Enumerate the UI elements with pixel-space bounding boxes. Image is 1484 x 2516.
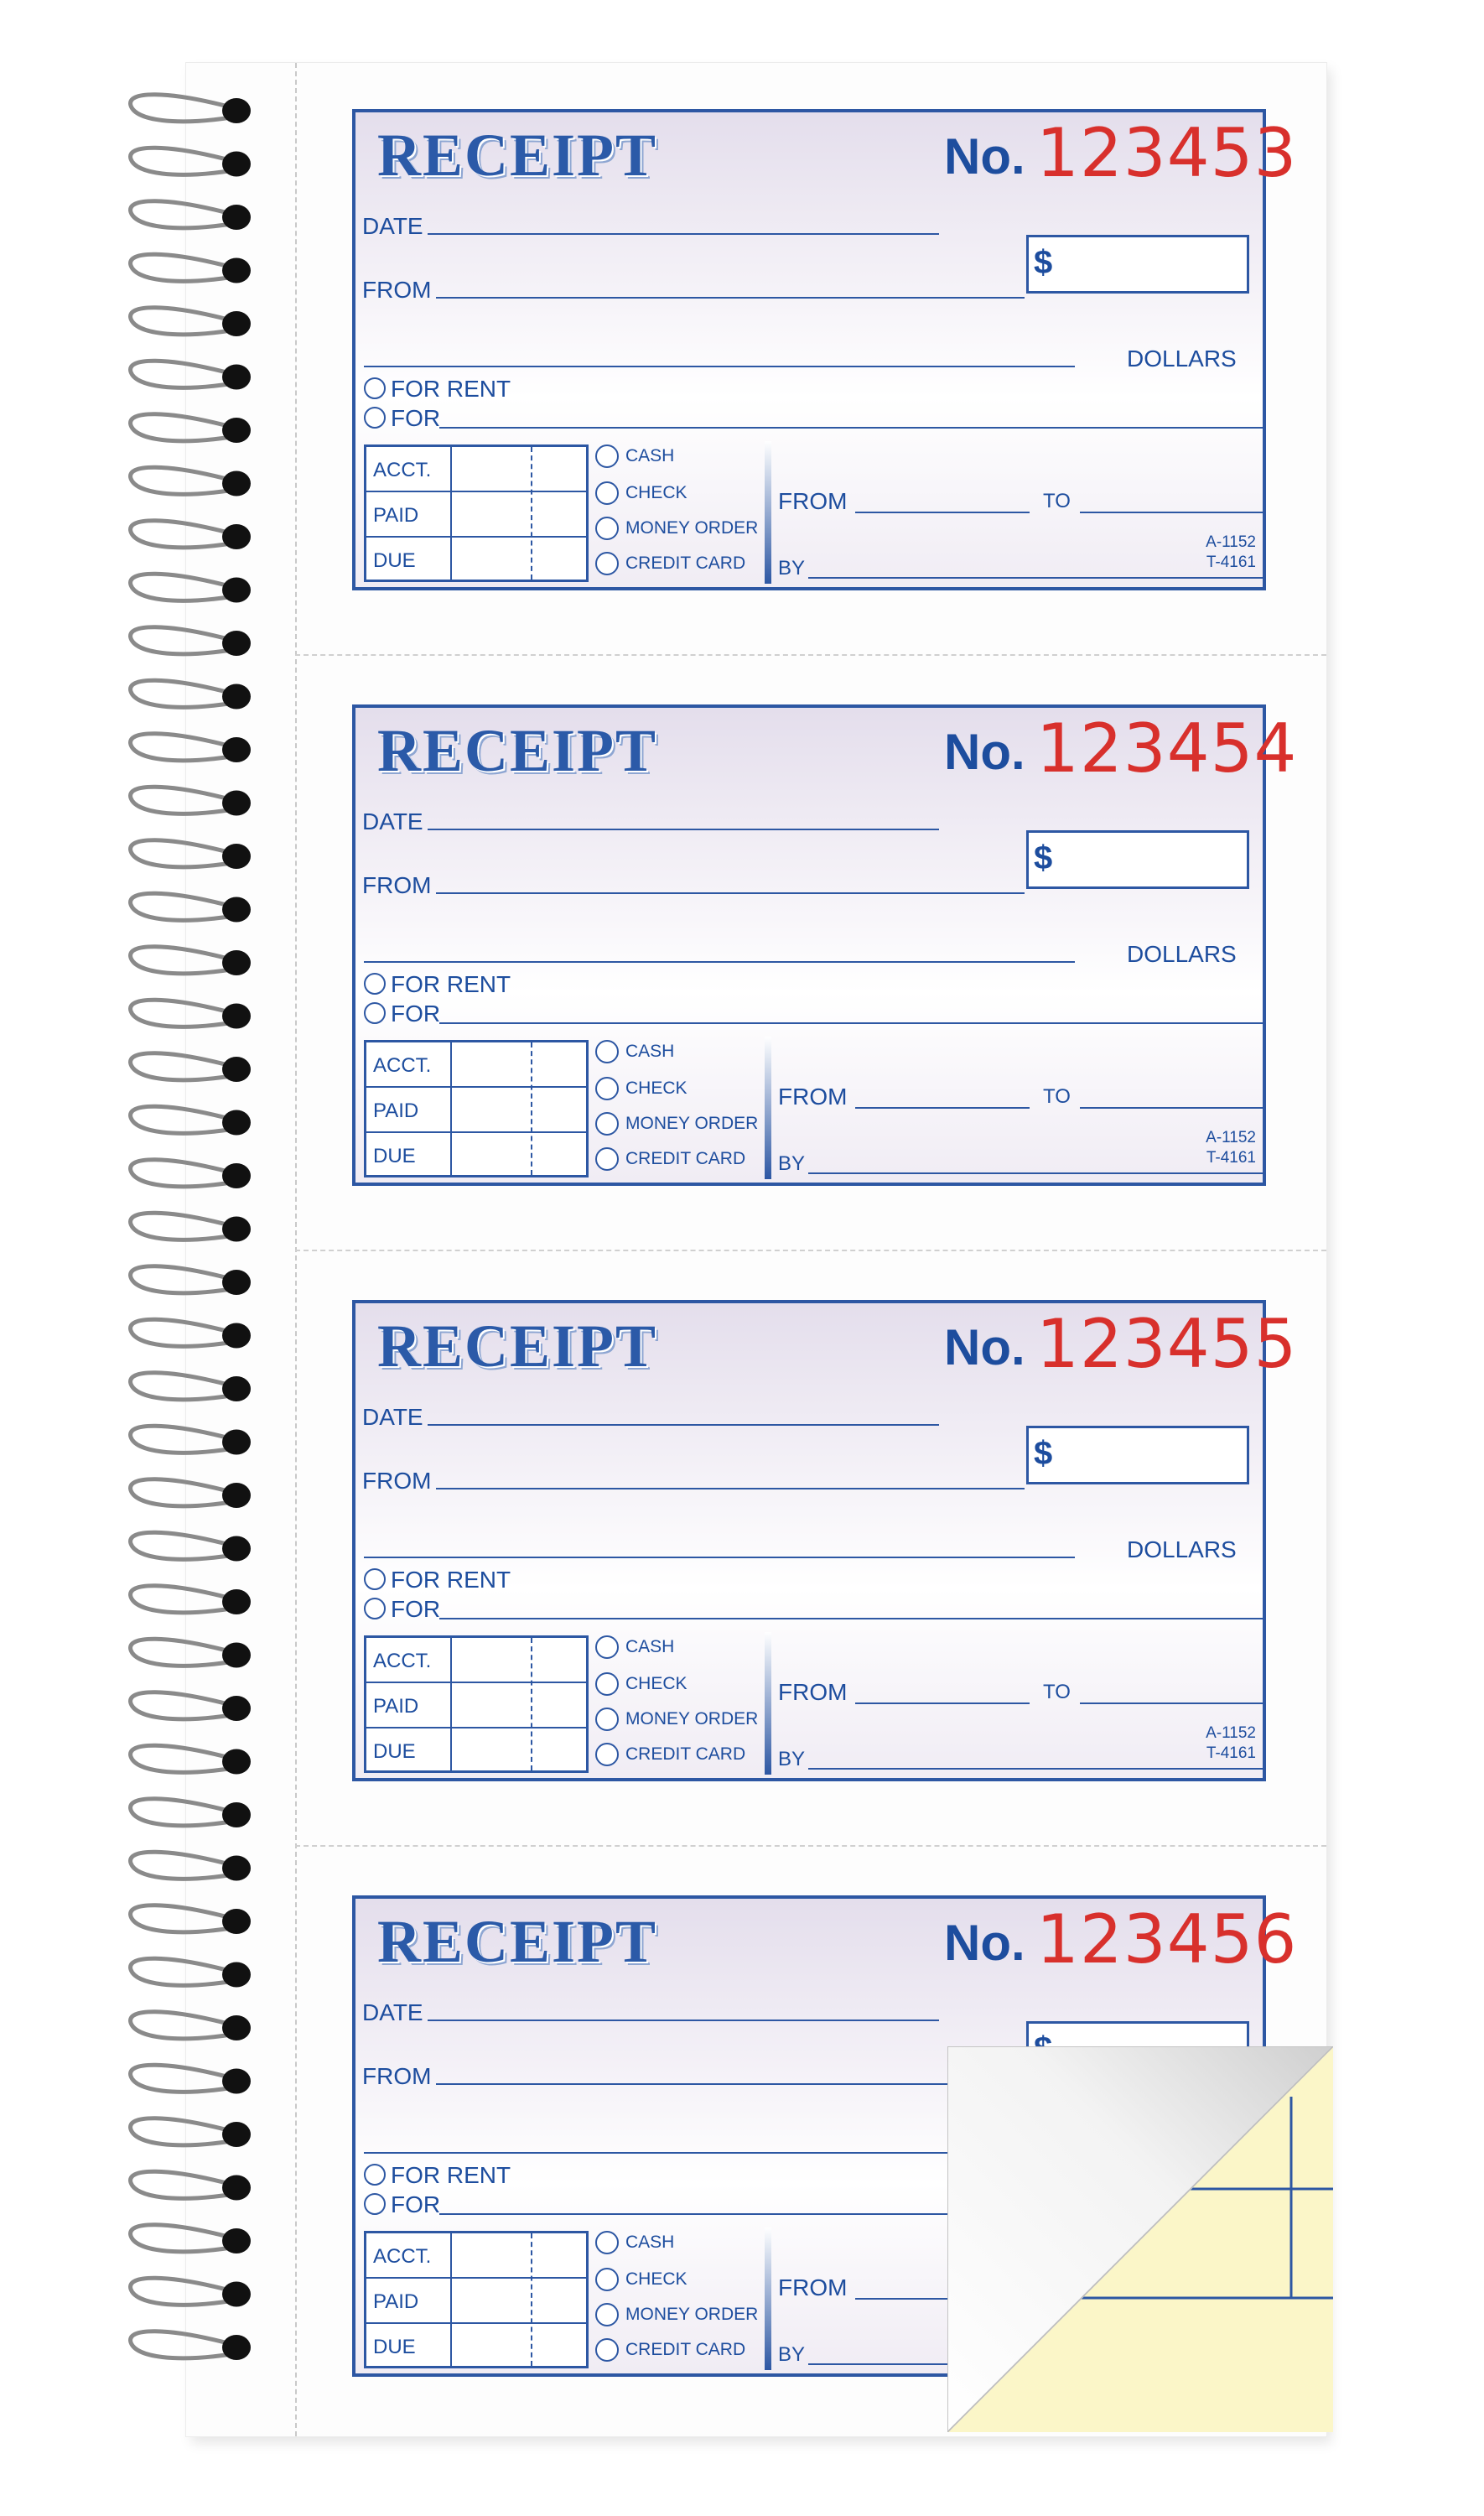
- coil-loop: [131, 574, 231, 600]
- table-rule: [366, 536, 586, 538]
- table-divider: [450, 447, 452, 580]
- form-code-t: T-4161: [1206, 1744, 1256, 1762]
- credit-card-radio[interactable]: [595, 2338, 619, 2362]
- coil-loop: [131, 1905, 231, 1932]
- period-from-field[interactable]: [855, 1702, 1030, 1704]
- dollar-sign: $: [1034, 840, 1053, 876]
- coil-loop: [131, 1426, 231, 1453]
- binding-hole: [222, 1696, 251, 1721]
- coil-loop: [131, 467, 231, 494]
- binding-hole: [222, 152, 251, 177]
- binding-hole: [222, 2228, 251, 2253]
- cash-radio[interactable]: [595, 1040, 619, 1063]
- for-radio[interactable]: [364, 407, 386, 429]
- form-code-a: A-1152: [1206, 533, 1256, 551]
- coil-loop: [131, 627, 231, 654]
- coil-loop: [131, 521, 231, 548]
- binding-hole: [222, 311, 251, 336]
- coil-loop: [131, 1373, 231, 1400]
- binding-hole: [222, 98, 251, 123]
- coil-loop: [131, 1852, 231, 1879]
- for-label: FOR: [391, 2191, 441, 2217]
- period-from-field[interactable]: [855, 1107, 1030, 1109]
- binding-hole: [222, 2335, 251, 2360]
- credit-card-label: CREDIT CARD: [625, 554, 746, 573]
- coil-loop: [131, 2118, 231, 2145]
- table-dash-divider: [531, 1042, 532, 1175]
- coil-loop: [131, 2171, 231, 2198]
- coil-loop: [131, 1692, 231, 1719]
- coil-loop: [131, 95, 231, 122]
- binding-hole: [222, 1802, 251, 1827]
- to-label: TO: [1043, 1681, 1071, 1703]
- dollars-field[interactable]: [364, 1557, 1075, 1558]
- receipt-form: [352, 704, 1298, 1186]
- acct-label: ACCT.: [373, 1650, 432, 1672]
- for-radio[interactable]: [364, 1002, 386, 1024]
- period-to-field[interactable]: [1080, 1702, 1263, 1704]
- binding-hole: [222, 365, 251, 390]
- from-field[interactable]: [436, 1488, 1025, 1489]
- binding-hole: [222, 1749, 251, 1775]
- binding-hole: [222, 1643, 251, 1668]
- check-label: CHECK: [625, 483, 688, 502]
- receipt-title: RECEIPT: [377, 1313, 658, 1380]
- coil-loop: [131, 414, 231, 441]
- table-dash-divider: [531, 2233, 532, 2366]
- date-field[interactable]: [428, 1424, 939, 1426]
- dollars-field[interactable]: [364, 961, 1075, 963]
- period-from-field[interactable]: [855, 512, 1030, 513]
- paid-label: PAID: [373, 1099, 419, 1122]
- amount-field[interactable]: [1026, 235, 1249, 294]
- coil-loop: [131, 893, 231, 920]
- binding-hole: [222, 2122, 251, 2147]
- check-radio[interactable]: [595, 1077, 619, 1100]
- page-curl-icon: [947, 2046, 1333, 2432]
- credit-card-radio[interactable]: [595, 1743, 619, 1766]
- binding-hole: [222, 1856, 251, 1881]
- check-label: CHECK: [625, 1079, 688, 1098]
- perforation-horizontal: [295, 1250, 1326, 1251]
- account-table: [364, 2231, 589, 2368]
- check-radio[interactable]: [595, 2268, 619, 2291]
- credit-card-label: CREDIT CARD: [625, 1149, 746, 1168]
- table-rule: [366, 2277, 586, 2279]
- table-rule: [366, 1131, 586, 1133]
- cash-radio[interactable]: [595, 444, 619, 468]
- table-rule: [366, 1086, 586, 1088]
- coil-loop: [131, 1745, 231, 1772]
- money-order-label: MONEY ORDER: [625, 2305, 759, 2324]
- credit-card-radio[interactable]: [595, 1147, 619, 1171]
- from-field[interactable]: [436, 892, 1025, 894]
- coil-loop: [131, 2012, 231, 2039]
- coil-loop: [131, 1000, 231, 1027]
- from-label: FROM: [362, 2063, 432, 2089]
- divider-bar: [765, 2227, 771, 2370]
- period-from-label: FROM: [778, 1679, 848, 1705]
- account-table: [364, 444, 589, 582]
- number-label: No.: [944, 1915, 1025, 1971]
- table-dash-divider: [531, 1638, 532, 1770]
- check-radio[interactable]: [595, 481, 619, 505]
- perforation-horizontal: [295, 1845, 1326, 1847]
- coil-loop: [131, 1106, 231, 1133]
- table-divider: [450, 2233, 452, 2366]
- divider-bar: [765, 1037, 771, 1179]
- for-field[interactable]: [439, 427, 1263, 429]
- cash-label: CASH: [625, 1637, 675, 1656]
- coil-loop: [131, 734, 231, 761]
- binding-hole: [222, 631, 251, 656]
- cash-label: CASH: [625, 1042, 675, 1061]
- coil-loop: [131, 1319, 231, 1346]
- coil-loop: [131, 1160, 231, 1187]
- period-from-label: FROM: [778, 2274, 848, 2300]
- period-from-label: FROM: [778, 1084, 848, 1110]
- form-code-a: A-1152: [1206, 1724, 1256, 1742]
- to-label: TO: [1043, 1085, 1071, 1108]
- date-label: DATE: [362, 1999, 423, 2025]
- binding-hole: [222, 1376, 251, 1401]
- binding-hole: [222, 1110, 251, 1136]
- check-radio[interactable]: [595, 1672, 619, 1696]
- for-rent-label: FOR RENT: [391, 971, 511, 997]
- credit-card-radio[interactable]: [595, 552, 619, 575]
- coil-loop: [131, 2278, 231, 2305]
- cash-label: CASH: [625, 446, 675, 465]
- due-label: DUE: [373, 1145, 416, 1167]
- coil-loop: [131, 1053, 231, 1080]
- binding-hole: [222, 1430, 251, 1455]
- money-order-radio[interactable]: [595, 517, 619, 540]
- receipt-title: RECEIPT: [377, 1908, 658, 1975]
- money-order-radio[interactable]: [595, 1708, 619, 1731]
- receipt-number: 123454: [1036, 710, 1298, 788]
- binding-hole: [222, 205, 251, 230]
- binding-hole: [222, 418, 251, 443]
- for-rent-label: FOR RENT: [391, 2162, 511, 2188]
- binding-hole: [222, 2176, 251, 2201]
- table-rule: [366, 1682, 586, 1683]
- period-to-field[interactable]: [1080, 1107, 1263, 1109]
- paid-label: PAID: [373, 1695, 419, 1718]
- coil-loop: [131, 1639, 231, 1666]
- by-label: BY: [778, 1152, 806, 1175]
- binding-hole: [222, 1909, 251, 1934]
- money-order-radio[interactable]: [595, 2303, 619, 2326]
- cash-radio[interactable]: [595, 1635, 619, 1659]
- coil-loop: [131, 1958, 231, 1985]
- check-label: CHECK: [625, 1674, 688, 1693]
- due-label: DUE: [373, 549, 416, 572]
- due-label: DUE: [373, 2336, 416, 2358]
- for-label: FOR: [391, 1596, 441, 1622]
- credit-card-label: CREDIT CARD: [625, 1744, 746, 1764]
- by-label: BY: [778, 2343, 806, 2366]
- binding-hole: [222, 684, 251, 710]
- spiral-coil-icon: [0, 0, 302, 2516]
- binding-hole: [222, 2069, 251, 2094]
- receipt-form: [352, 1300, 1298, 1781]
- form-code-a: A-1152: [1206, 1129, 1256, 1146]
- dollar-sign: $: [1034, 1435, 1053, 1472]
- account-table: [364, 1040, 589, 1177]
- table-divider: [450, 1042, 452, 1175]
- coil-loop: [131, 254, 231, 281]
- binding-hole: [222, 1589, 251, 1614]
- date-field[interactable]: [428, 233, 939, 235]
- by-label: BY: [778, 1748, 806, 1770]
- binding-hole: [222, 844, 251, 869]
- coil-loop: [131, 2331, 231, 2358]
- date-field[interactable]: [428, 2020, 939, 2021]
- for-rent-label: FOR RENT: [391, 376, 511, 402]
- receipt-form: [352, 109, 1298, 590]
- binding-hole: [222, 1004, 251, 1029]
- to-label: TO: [1043, 490, 1071, 512]
- coil-loop: [131, 148, 231, 174]
- credit-card-label: CREDIT CARD: [625, 2340, 746, 2359]
- for-rent-radio[interactable]: [364, 1568, 386, 1590]
- coil-loop: [131, 2225, 231, 2252]
- money-order-radio[interactable]: [595, 1112, 619, 1136]
- due-label: DUE: [373, 1740, 416, 1763]
- coil-loop: [131, 1213, 231, 1240]
- coil-loop: [131, 2065, 231, 2092]
- binding-hole: [222, 2015, 251, 2040]
- receipt-title: RECEIPT: [377, 122, 658, 189]
- table-rule: [366, 1727, 586, 1728]
- coil-loop: [131, 1586, 231, 1613]
- table-rule: [366, 2322, 586, 2324]
- acct-label: ACCT.: [373, 2245, 432, 2268]
- money-order-label: MONEY ORDER: [625, 518, 759, 538]
- acct-label: ACCT.: [373, 1054, 432, 1077]
- binding-hole: [222, 2282, 251, 2307]
- coil-loop: [131, 1479, 231, 1506]
- period-to-field[interactable]: [1080, 512, 1263, 513]
- perforation-horizontal: [295, 654, 1326, 656]
- acct-label: ACCT.: [373, 459, 432, 481]
- cash-radio[interactable]: [595, 2231, 619, 2254]
- dollars-field[interactable]: [364, 366, 1075, 367]
- dollars-label: DOLLARS: [1127, 346, 1237, 372]
- money-order-label: MONEY ORDER: [625, 1709, 759, 1728]
- check-label: CHECK: [625, 2269, 688, 2289]
- for-rent-radio[interactable]: [364, 377, 386, 399]
- receipt-title: RECEIPT: [377, 717, 658, 784]
- date-label: DATE: [362, 213, 423, 239]
- binding-hole: [222, 1483, 251, 1508]
- for-label: FOR: [391, 1001, 441, 1027]
- from-label: FROM: [362, 277, 432, 303]
- form-code-t: T-4161: [1206, 554, 1256, 571]
- for-rent-label: FOR RENT: [391, 1567, 511, 1593]
- binding-hole: [222, 471, 251, 496]
- dollars-label: DOLLARS: [1127, 941, 1237, 967]
- for-label: FOR: [391, 405, 441, 431]
- binding-hole: [222, 1217, 251, 1242]
- binding-hole: [222, 791, 251, 816]
- for-rent-radio[interactable]: [364, 973, 386, 995]
- for-radio[interactable]: [364, 1598, 386, 1619]
- divider-bar: [765, 441, 771, 584]
- dollar-sign: $: [1034, 244, 1053, 281]
- by-field[interactable]: [808, 577, 1263, 579]
- number-label: No.: [944, 128, 1025, 185]
- receipt-number: 123456: [1036, 1900, 1298, 1978]
- table-rule: [366, 491, 586, 492]
- period-from-label: FROM: [778, 488, 848, 514]
- binding-hole: [222, 578, 251, 603]
- dollars-label: DOLLARS: [1127, 1536, 1237, 1562]
- cash-label: CASH: [625, 2233, 675, 2252]
- coil-loop: [131, 1532, 231, 1559]
- binding-hole: [222, 1962, 251, 1988]
- binding-hole: [222, 950, 251, 975]
- money-order-label: MONEY ORDER: [625, 1114, 759, 1133]
- from-label: FROM: [362, 1468, 432, 1494]
- binding-hole: [222, 1270, 251, 1295]
- number-label: No.: [944, 724, 1025, 780]
- coil-loop: [131, 947, 231, 974]
- binding-hole: [222, 1163, 251, 1188]
- for-field[interactable]: [439, 1618, 1263, 1619]
- for-field[interactable]: [439, 1022, 1263, 1024]
- amount-field[interactable]: [1026, 1426, 1249, 1484]
- from-label: FROM: [362, 872, 432, 898]
- coil-loop: [131, 1799, 231, 1826]
- by-field[interactable]: [808, 1172, 1263, 1174]
- by-field[interactable]: [808, 1768, 1263, 1770]
- binding-hole: [222, 524, 251, 549]
- coil-loop: [131, 1266, 231, 1293]
- date-label: DATE: [362, 1404, 423, 1430]
- date-label: DATE: [362, 808, 423, 834]
- binding-hole: [222, 1323, 251, 1349]
- account-table: [364, 1635, 589, 1773]
- coil-loop: [131, 361, 231, 387]
- for-radio[interactable]: [364, 2193, 386, 2215]
- binding-hole: [222, 1536, 251, 1562]
- coil-loop: [131, 680, 231, 707]
- for-rent-radio[interactable]: [364, 2164, 386, 2186]
- binding-hole: [222, 1057, 251, 1082]
- table-dash-divider: [531, 447, 532, 580]
- coil-loop: [131, 840, 231, 867]
- coil-loop: [131, 201, 231, 228]
- receipt-number: 123453: [1036, 114, 1298, 192]
- paid-label: PAID: [373, 2290, 419, 2313]
- coil-loop: [131, 787, 231, 814]
- table-divider: [450, 1638, 452, 1770]
- divider-bar: [765, 1632, 771, 1775]
- binding-hole: [222, 897, 251, 923]
- date-field[interactable]: [428, 829, 939, 830]
- amount-field[interactable]: [1026, 830, 1249, 889]
- number-label: No.: [944, 1319, 1025, 1375]
- coil-loop: [131, 308, 231, 335]
- from-field[interactable]: [436, 297, 1025, 299]
- form-code-t: T-4161: [1206, 1149, 1256, 1167]
- receipt-number: 123455: [1036, 1305, 1298, 1383]
- binding-hole: [222, 737, 251, 762]
- binding-hole: [222, 258, 251, 283]
- by-label: BY: [778, 557, 806, 580]
- from-field[interactable]: [436, 2083, 1025, 2085]
- paid-label: PAID: [373, 504, 419, 527]
